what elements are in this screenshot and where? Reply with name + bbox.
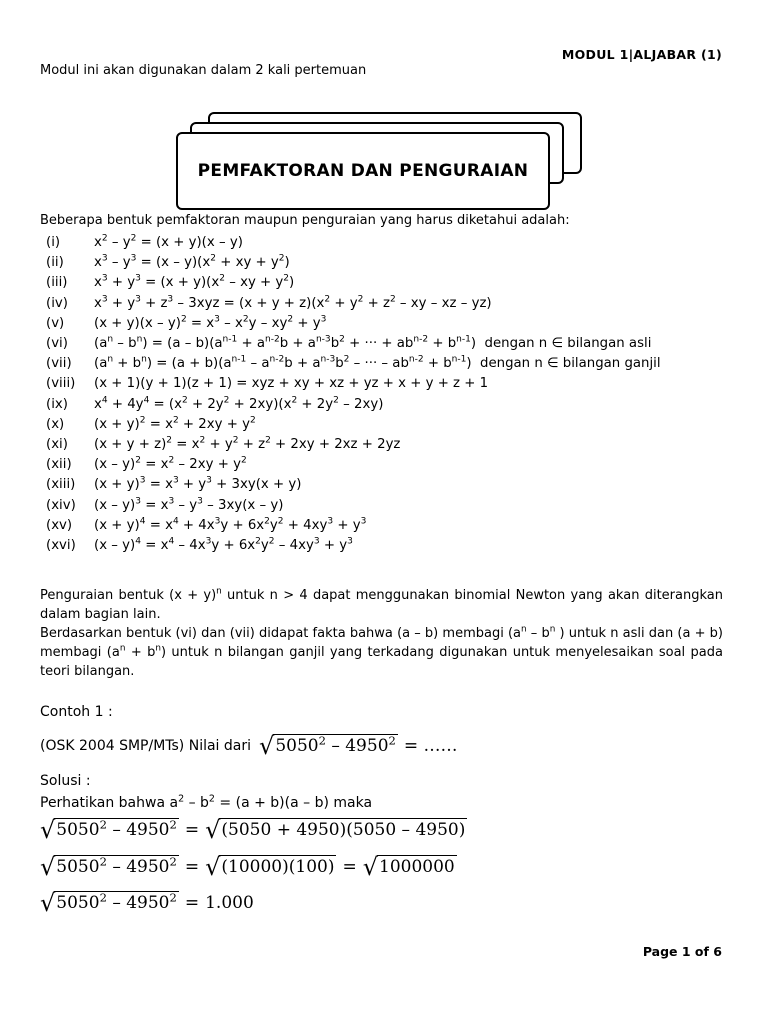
- intro-text: Modul ini akan digunakan dalam 2 kali pertemuan: [40, 63, 367, 78]
- solution-note: Perhatikan bahwa $a^2 - b^2 = (a + b)(a - b)$ maka: [40, 793, 373, 811]
- formula-number: (xiii): [46, 477, 76, 493]
- formula-row: [46, 253, 661, 273]
- formula-number: (i): [46, 235, 61, 250]
- formula-expression: $(x + y)^2 = x^2 + 2xy + y^2$: [94, 415, 256, 432]
- formula-number: (x): [46, 416, 65, 432]
- explanation-paragraphs: [40, 586, 723, 681]
- formula-expression: $(x + y + z)^2 = x^2 + y^2 + z^2 + 2xy + 2xz + 2yz$: [94, 435, 401, 453]
- formula-row: [46, 273, 661, 293]
- formula-row: [46, 536, 661, 556]
- formula-expression: $(a^n + b^n) = (a + b)(a^{n-1} - a^{n-2}b + a^{n-3}b^2$ – ··· – $ab^{n-2} + b^{n-1}$) dengan n ∈ bilangan ganjil: [94, 354, 661, 372]
- lead-sentence: Beberapa bentuk pemfaktoran maupun penguraian yang harus diketahui adalah:: [40, 213, 570, 228]
- formula-number: (v): [46, 315, 65, 331]
- step3-result: 1.000: [205, 893, 254, 913]
- formula-number: (vii): [46, 356, 72, 372]
- formula-row: [46, 455, 661, 475]
- question-suffix: = ……: [403, 736, 458, 756]
- example-question: [40, 734, 458, 758]
- module-header: MODUL 1|ALJABAR (1): [561, 47, 722, 62]
- formula-expression: (x + 1)(y + 1)(z + 1) = xyz + xy + xz + yz + x + y + z + 1: [94, 376, 489, 392]
- step1-rhs: (5050 + 4950)(5050 – 4950): [221, 820, 466, 840]
- solution-step-2: √ 5050$^2$ – 4950$^2$ = √ (10000)(100) = √ 1000000: [40, 853, 455, 881]
- formula-number: (vi): [46, 336, 68, 352]
- formula-number: (xi): [46, 437, 68, 453]
- sqrt-symbol: √ 5050$^2$ – 4950$^2$: [259, 732, 396, 760]
- step2-rhs: (10000)(100): [221, 857, 335, 877]
- step2-lhs: 5050$^2$ – 4950$^2$: [56, 854, 177, 877]
- formula-expression: $(a^n - b^n) = (a - b)(a^{n-1} + a^{n-2}b + a^{n-3}b^2$ + ··· + $ab^{n-2} + b^{n-1}$) dengan n ∈ bilangan asli: [94, 334, 652, 352]
- question-prefix: (OSK 2004 SMP/MTs) Nilai dari: [40, 738, 252, 754]
- formula-number: (ix): [46, 396, 68, 412]
- formula-number: (xv): [46, 517, 73, 533]
- solution-step-3: √ 5050$^2$ – 4950$^2$ = 1.000: [40, 889, 254, 917]
- formula-expression: $(x - y)^2 = x^2 - 2xy + y^2$: [94, 455, 247, 473]
- formula-row: [46, 374, 661, 394]
- formula-row: [46, 395, 661, 415]
- formula-expression: $x^4 + 4y^4 = (x^2 + 2y^2 + 2xy)(x^2 + 2y^2 - 2xy)$: [94, 395, 384, 412]
- step2-result: 1000000: [379, 857, 455, 877]
- banner-front-page: [176, 132, 550, 210]
- page-number: Page 1 of 6: [642, 944, 722, 959]
- formula-expression: $(x - y)^4 = x^4 - 4x^3y + 6x^2y^2 - 4xy^3 + y^3$: [94, 536, 353, 554]
- formula-expression: $(x + y)(x - y)^2 = x^3 - x^2y - xy^2 + y^3$: [94, 314, 327, 331]
- formula-expression: $x^2 - y^2 = (x + y)(x - y)$: [94, 233, 243, 250]
- formula-expression: $(x + y)^3 = x^3 + y^3 + 3xy(x + y)$: [94, 476, 302, 493]
- question-expression: [259, 734, 458, 758]
- step3-lhs: 5050$^2$ – 4950$^2$: [56, 890, 177, 913]
- formula-row: [46, 334, 661, 354]
- paragraph-divisibility: Berdasarkan bentuk (vi) dan (vii) didapat fakta bahwa (a – b) membagi ($a^n - b^n$ ) untuk n asli dan (a + b) membagi $(a^n + b^n)$ untuk n bilangan ganjil yang terkadang digunakan untuk menyelesaikan soal pada teori bilangan.: [40, 624, 723, 679]
- paragraph-binomial: Penguraian bentuk $(x + y)^n$ untuk n > 4 dapat menggunakan binomial Newton yang akan diterangkan dalam bagian lain.: [40, 586, 723, 622]
- formula-number: (xii): [46, 457, 72, 473]
- formula-expression: $(x - y)^3 = x^3 - y^3 - 3xy(x - y)$: [94, 496, 284, 513]
- formula-expression: $x^3 - y^3 = (x - y)(x^2$ + xy + $y^2$): [94, 253, 290, 271]
- solution-title: Solusi :: [40, 773, 91, 789]
- formula-row: [46, 415, 661, 435]
- formula-row: [46, 354, 661, 374]
- title-banner: [170, 112, 590, 212]
- formula-row: [46, 475, 661, 495]
- question-radicand: 5050$^2$ – 4950$^2$: [275, 733, 396, 756]
- formula-expression: $(x + y)^4 = x^4 + 4x^3y + 6x^2y^2 + 4xy^3 + y^3$: [94, 516, 367, 533]
- formula-row: [46, 516, 661, 536]
- formula-expression: $x^3 + y^3 + z^3 - 3xyz = (x + y + z)(x^2 + y^2 + z^2$ – xy – xz – yz): [94, 294, 492, 311]
- formula-row: [46, 314, 661, 334]
- formula-row: [46, 294, 661, 314]
- formula-expression: $x^3 + y^3 = (x + y)(x^2$ – xy + $y^2$): [94, 273, 295, 291]
- formula-number: (xiv): [46, 497, 76, 513]
- formula-row: [46, 233, 661, 253]
- solution-step-1: √ 5050$^2$ – 4950$^2$ = √ (5050 + 4950)(5050 – 4950): [40, 816, 466, 844]
- formula-number: (viii): [46, 376, 76, 392]
- banner-title: PEMFAKTORAN DAN PENGURAIAN: [197, 161, 529, 181]
- step1-lhs: 5050$^2$ – 4950$^2$: [56, 817, 177, 840]
- formula-row: [46, 435, 661, 455]
- formula-number: (ii): [46, 255, 64, 271]
- formula-row: [46, 496, 661, 516]
- formula-number: (xvi): [46, 538, 76, 554]
- formula-number: (iii): [46, 275, 68, 291]
- formula-list: [46, 233, 661, 556]
- example-title: Contoh 1 :: [40, 704, 113, 720]
- formula-number: (iv): [46, 295, 68, 311]
